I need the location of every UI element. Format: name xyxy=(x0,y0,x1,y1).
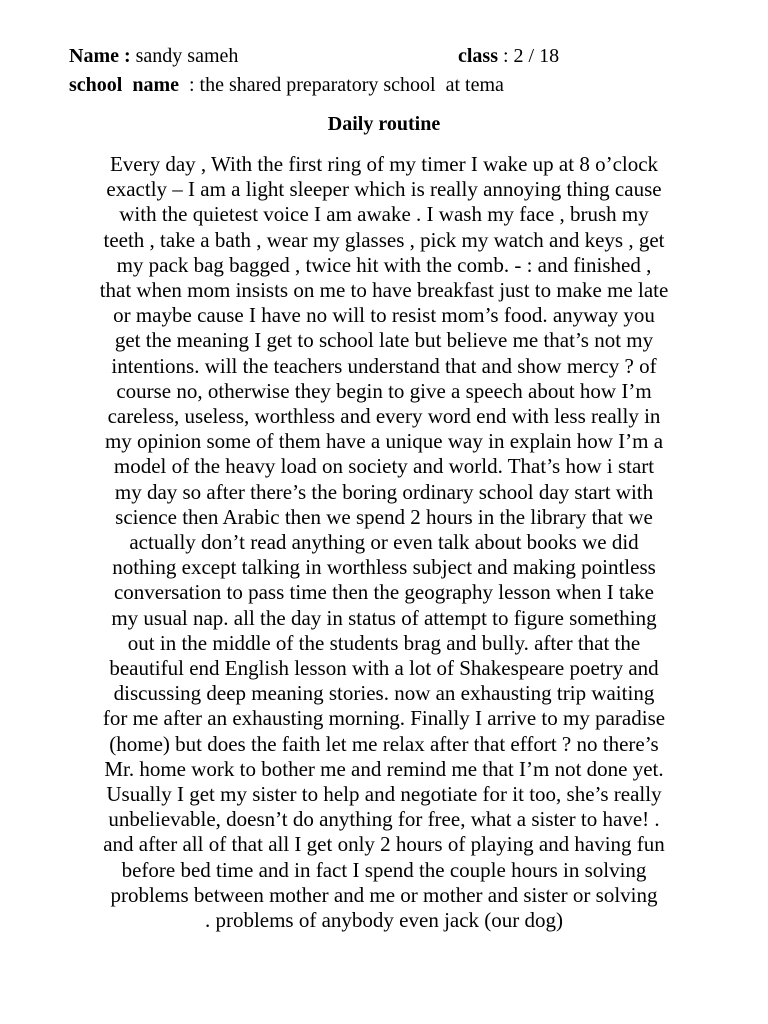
essay-line: conversation to pass time then the geography lesson when I take xyxy=(113,580,655,605)
essay-line: actually don’t read anything or even talk about books we did xyxy=(129,530,639,555)
essay-line: with the quietest voice I am awake . I wash my face , brush my xyxy=(119,202,649,227)
class-line xyxy=(458,44,559,68)
class-label: class xyxy=(458,45,498,67)
essay-line: beautiful end English lesson with a lot of Shakespeare poetry and xyxy=(109,656,659,681)
essay-line: for me after an exhausting morning. Finally I arrive to my paradise xyxy=(102,706,666,731)
essay-line: nothing except talking in worthless subject and making pointless xyxy=(112,555,656,580)
essay-line: my usual nap. all the day in status of attempt to figure something xyxy=(111,605,657,630)
essay-line: get the meaning I get to school late but believe me that’s not my xyxy=(114,328,654,353)
name-value: sandy sameh xyxy=(130,45,239,67)
essay-line: model of the heavy load on society and world. That’s how i start xyxy=(113,454,655,479)
essay-line: intentions. will the teachers understand that and show mercy ? of xyxy=(111,353,657,378)
essay-line: that when mom insists on me to have breakfast just to make me late xyxy=(99,278,669,303)
essay-line: before bed time and in fact I spend the couple hours in solving xyxy=(121,857,647,882)
essay-line: and after all of that all I get only 2 hours of playing and having fun xyxy=(103,832,665,857)
school-label: school name xyxy=(69,74,179,96)
essay-line: problems between mother and me or mother and sister or solving xyxy=(110,882,658,907)
essay-line: my day so after there’s the boring ordinary school day start with xyxy=(114,479,654,504)
page-title: Daily routine xyxy=(327,113,441,135)
essay-line: discussing deep meaning stories. now an exhausting trip waiting xyxy=(113,681,655,706)
essay-line: Every day , With the first ring of my timer I wake up at 8 o’clock xyxy=(109,152,659,176)
essay-line: science then Arabic then we spend 2 hours in the library that we xyxy=(115,504,653,529)
class-value: : 2 / 18 xyxy=(498,45,560,67)
essay-line: Usually I get my sister to help and negotiate for it too, she’s really xyxy=(106,782,662,807)
essay-line: or maybe cause I have no will to resist mom’s food. anyway you xyxy=(113,303,655,328)
essay-line: (home) but does the faith let me relax after that effort ? no there’s xyxy=(109,731,659,756)
essay-line: careless, useless, worthless and every word end with less really in xyxy=(107,404,661,429)
essay-line: Mr. home work to bother me and remind me that I’m not done yet. xyxy=(104,756,664,781)
name-label: Name : xyxy=(69,45,131,67)
student-name-line xyxy=(69,44,238,68)
essay-line: teeth , take a bath , wear my glasses , pick my watch and keys , get xyxy=(103,227,665,252)
essay-line: out in the middle of the students brag and bully. after that the xyxy=(127,630,641,655)
essay-line: exactly – I am a light sleeper which is really annoying thing cause xyxy=(106,177,662,202)
essay-line: unbelievable, doesn’t do anything for free, what a sister to have! . xyxy=(108,807,660,832)
essay-line: my opinion some of them have a unique way in explain how I’m a xyxy=(104,429,664,454)
essay-line: course no, otherwise they begin to give a speech about how I’m xyxy=(116,378,652,403)
essay-line: . problems of anybody even jack (our dog) xyxy=(204,908,564,933)
essay-line: my pack bag bagged , twice hit with the comb. - : and finished , xyxy=(116,252,652,277)
essay-body xyxy=(40,152,728,933)
school-value: : the shared preparatory school at tema xyxy=(179,74,504,96)
school-name-line xyxy=(69,73,504,97)
